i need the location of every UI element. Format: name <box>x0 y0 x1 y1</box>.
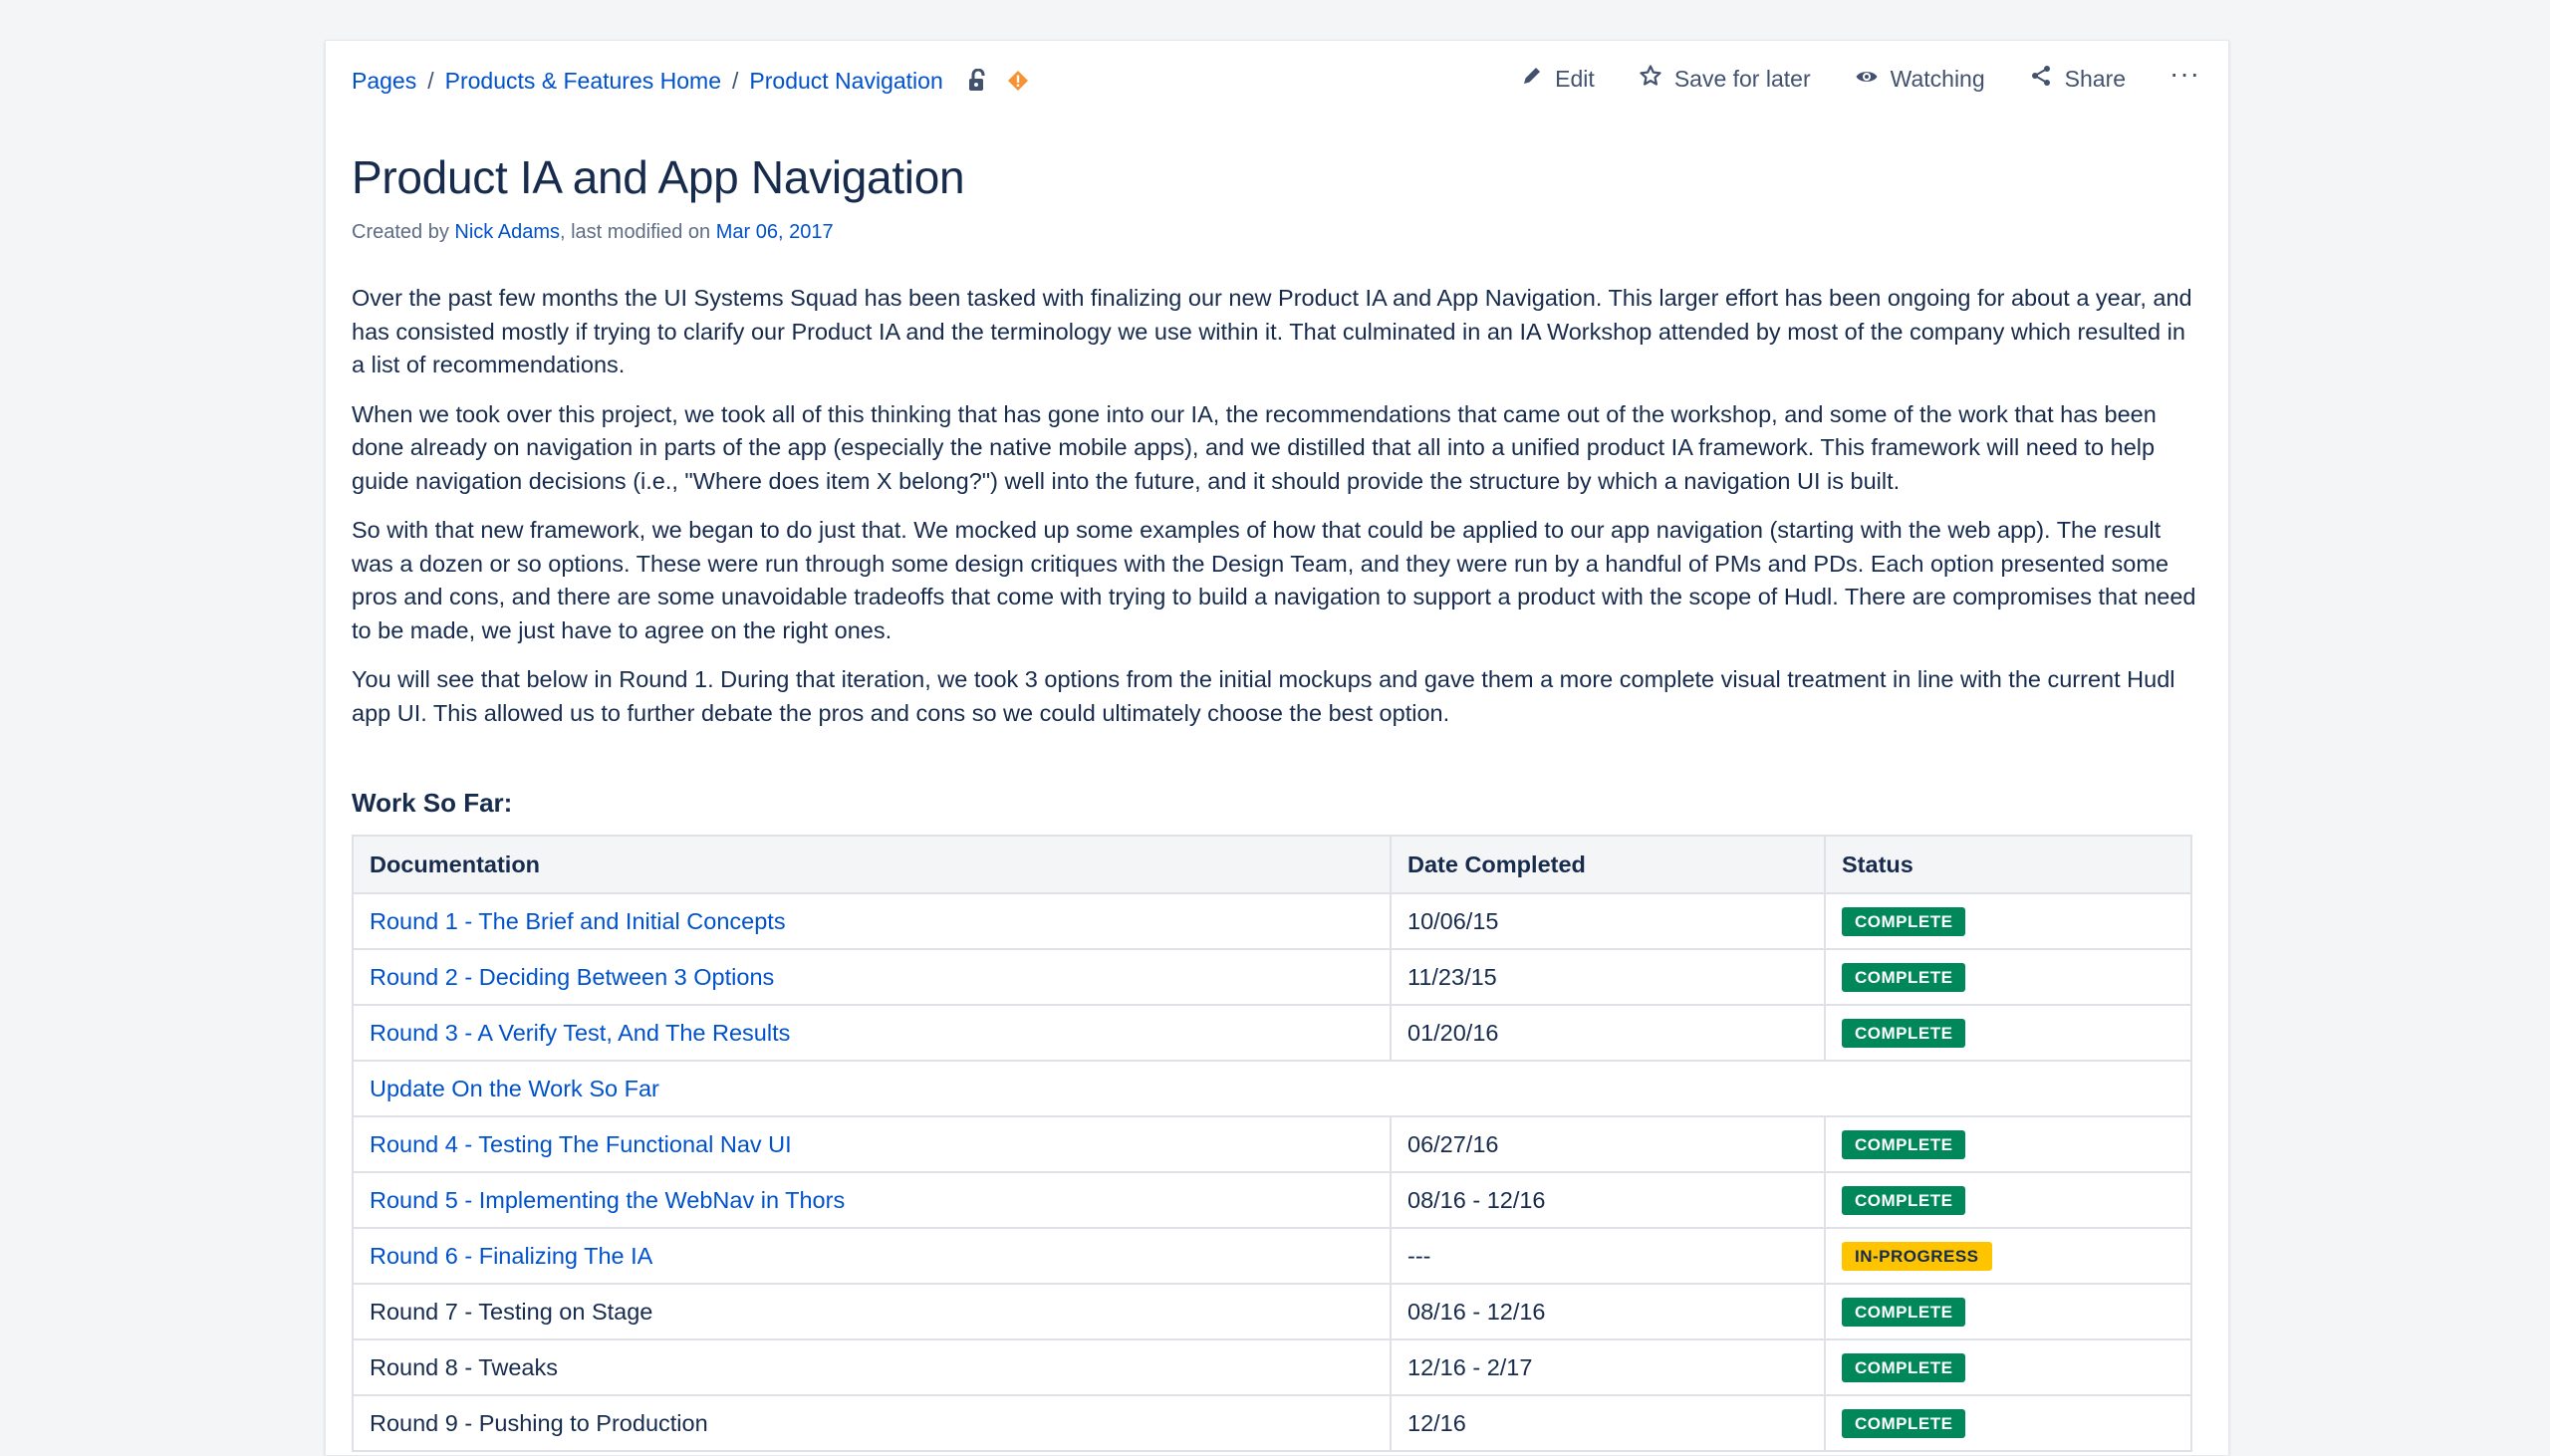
unlock-icon[interactable] <box>967 69 987 93</box>
table-row <box>353 1116 2191 1172</box>
breadcrumb-pages[interactable]: Pages <box>352 67 417 94</box>
edit-button[interactable] <box>1521 65 1595 93</box>
page-title: Product IA and App Navigation <box>352 151 965 203</box>
status-cell <box>1825 1339 2191 1395</box>
meta-modified-text: , last modified on <box>559 221 716 243</box>
breadcrumb <box>352 63 1029 99</box>
documentation-cell <box>353 1228 1391 1284</box>
breadcrumb-separator: / <box>427 67 434 94</box>
table-row <box>353 949 2191 1005</box>
documentation-text: Round 9 - Pushing to Production <box>370 1409 708 1436</box>
modified-date-link[interactable]: Mar 06, 2017 <box>715 221 834 243</box>
date-cell: --- <box>1391 1228 1825 1284</box>
documentation-link[interactable]: Round 3 - A Verify Test, And The Results <box>370 1019 791 1046</box>
date-cell: 08/16 - 12/16 <box>1391 1284 1825 1339</box>
table-row <box>353 1395 2191 1451</box>
section-heading: Work So Far: <box>352 788 513 818</box>
table-row <box>353 1284 2191 1339</box>
table-row <box>353 1339 2191 1395</box>
breadcrumb-products-features-home[interactable]: Products & Features Home <box>444 67 722 94</box>
date-cell: 11/23/15 <box>1391 949 1825 1005</box>
documentation-link[interactable]: Round 4 - Testing The Functional Nav UI <box>370 1130 792 1157</box>
breadcrumb-separator: / <box>732 67 739 94</box>
documentation-text: Round 8 - Tweaks <box>370 1353 558 1380</box>
status-badge: COMPLETE <box>1842 1409 1965 1438</box>
watching-button[interactable] <box>1855 66 1985 93</box>
edit-label: Edit <box>1555 65 1595 92</box>
column-header-date-completed: Date Completed <box>1391 836 1825 893</box>
eye-icon <box>1855 66 1891 93</box>
body-paragraph: You will see that below in Round 1. During that iteration, we took 3 options from the initial mockups and gave them a more complete visual treatment in line with the current Hudl app UI. This allowed us to further debate the pros and cons so we could ultimately choose the best option. <box>352 666 2175 726</box>
date-cell: 10/06/15 <box>1391 893 1825 949</box>
documentation-text: Round 7 - Testing on Stage <box>370 1298 653 1325</box>
documentation-link[interactable]: Round 2 - Deciding Between 3 Options <box>370 963 775 990</box>
meta-created-by-text: Created by <box>352 221 455 243</box>
table-body <box>353 893 2191 1451</box>
body-paragraph: So with that new framework, we began to do just that. We mocked up some examples of how that could be applied to our app navigation (starting with the web app). The result was a dozen or so options. These were run through some design critiques with the Design Team, and they were run by a handful of PMs and PDs. Each option presented some pros and cons, and there are some unavoidable tradeoffs that come with trying to build a navigation to support a product with the scope of Hudl. There are compromises that need to be made, we just have to agree on the right ones. <box>352 517 2196 643</box>
documentation-cell <box>353 1395 1391 1451</box>
documentation-cell <box>353 1172 1391 1228</box>
body-paragraph: When we took over this project, we took all of this thinking that has gone into our IA, the recommendations that came out of the workshop, and some of the work that has been done already on navigation in parts of the app (especially the native mobile apps), and we distilled that all into a unified product IA framework. This framework will need to help guide navigation decisions (i.e., "Where does item X belong?") well into the future, and it should provide the structure by which a navigation UI is built. <box>352 400 2157 494</box>
star-icon <box>1639 64 1674 94</box>
status-cell <box>1825 949 2191 1005</box>
status-badge: COMPLETE <box>1842 1186 1965 1215</box>
status-badge: COMPLETE <box>1842 907 1965 936</box>
documentation-link[interactable]: Update On the Work So Far <box>370 1075 659 1101</box>
watching-label: Watching <box>1890 65 1985 92</box>
status-badge: COMPLETE <box>1842 1130 1965 1159</box>
status-badge: COMPLETE <box>1842 1353 1965 1382</box>
documentation-link[interactable]: Round 5 - Implementing the WebNav in Thors <box>370 1186 846 1213</box>
page-container <box>325 40 2229 1456</box>
documentation-link[interactable]: Round 1 - The Brief and Initial Concepts <box>370 907 786 934</box>
status-cell <box>1825 1005 2191 1061</box>
status-badge: COMPLETE <box>1842 1019 1965 1048</box>
share-button[interactable] <box>2029 64 2126 94</box>
column-header-documentation: Documentation <box>353 836 1391 893</box>
documentation-cell <box>353 1061 2191 1116</box>
page-content <box>352 282 2202 818</box>
column-header-status: Status <box>1825 836 2191 893</box>
status-badge: COMPLETE <box>1842 1298 1965 1327</box>
save-for-later-label: Save for later <box>1673 65 1811 92</box>
more-icon[interactable]: ··· <box>2169 58 2200 89</box>
documentation-cell <box>353 1284 1391 1339</box>
breadcrumb-product-navigation[interactable]: Product Navigation <box>749 67 943 94</box>
page-actions <box>1477 59 2200 99</box>
status-cell <box>1825 1228 2191 1284</box>
share-icon <box>2029 64 2065 94</box>
documentation-cell <box>353 1005 1391 1061</box>
status-cell <box>1825 1284 2191 1339</box>
status-cell <box>1825 1116 2191 1172</box>
author-link[interactable]: Nick Adams <box>454 221 560 243</box>
table-row <box>353 1061 2191 1116</box>
table-row <box>353 1172 2191 1228</box>
status-badge: COMPLETE <box>1842 963 1965 992</box>
save-for-later-button[interactable] <box>1639 64 1811 94</box>
documentation-cell <box>353 1339 1391 1395</box>
pencil-icon <box>1521 65 1555 93</box>
warning-icon[interactable] <box>1007 70 1029 92</box>
date-cell: 01/20/16 <box>1391 1005 1825 1061</box>
documentation-cell <box>353 1116 1391 1172</box>
status-cell <box>1825 1172 2191 1228</box>
documentation-cell <box>353 949 1391 1005</box>
work-table <box>352 835 2192 1452</box>
documentation-link[interactable]: Round 6 - Finalizing The IA <box>370 1242 653 1269</box>
status-cell <box>1825 893 2191 949</box>
body-paragraph: Over the past few months the UI Systems Squad has been tasked with finalizing our new Product IA and App Navigation. This larger effort has been ongoing for about a year, and has consisted mostly if trying to clarify our Product IA and the terminology we use within it. That culminated in an IA Workshop attended by most of the company which resulted in a list of recommendations. <box>352 285 2192 377</box>
date-cell: 06/27/16 <box>1391 1116 1825 1172</box>
date-cell: 08/16 - 12/16 <box>1391 1172 1825 1228</box>
page-metadata <box>352 221 834 244</box>
table-row <box>353 1005 2191 1061</box>
share-label: Share <box>2064 65 2127 92</box>
table-row <box>353 893 2191 949</box>
date-cell: 12/16 - 2/17 <box>1391 1339 1825 1395</box>
status-badge: IN-PROGRESS <box>1842 1242 1992 1271</box>
date-cell: 12/16 <box>1391 1395 1825 1451</box>
table-row <box>353 1228 2191 1284</box>
table-header-row <box>353 836 2191 893</box>
documentation-cell <box>353 893 1391 949</box>
status-cell <box>1825 1395 2191 1451</box>
